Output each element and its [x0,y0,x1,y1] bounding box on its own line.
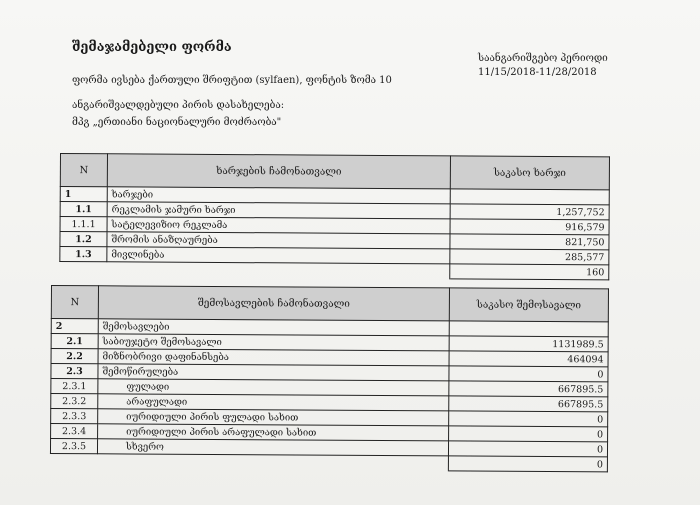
row-name: სატელევიზიო რეკლამა [107,217,450,234]
row-code: 2.3.3 [51,409,98,424]
row-name [97,454,448,471]
row-code: 1.1 [60,202,107,217]
period-label: საანგარიშგებო პერიოდი [478,53,608,64]
row-name: საბიუჯეტო შემოსავალი [98,334,449,351]
row-amount: 464094 [449,351,608,367]
row-name: შემოსავლები [98,319,449,336]
table-row [60,262,609,280]
row-amount: 160 [450,264,609,280]
row-name: მიზნობრივი დაფინანსება [98,349,449,366]
row-code: 1 [60,187,107,202]
row-amount: 0 [449,411,608,427]
row-name: რეკლამის ჯამური ხარჯი [107,202,450,219]
row-name: შრომის ანაზღაურება [107,232,450,249]
row-code: 2.3.4 [51,424,98,439]
expenses-table [59,153,610,280]
row-code: 1.1.1 [60,217,107,232]
table-row [50,453,607,471]
org-name: მპგ „ერთიანი ნაციონალური მოძრაობა" [72,117,282,128]
row-code [60,262,107,277]
row-code: 2.3.1 [51,379,98,394]
income-table [50,285,609,472]
row-code: 2 [51,319,98,334]
row-amount: 1131989.5 [449,336,608,352]
row-amount: 667895.5 [449,396,608,412]
row-code: 2.3.2 [51,394,98,409]
col-name-header: ხარჯების ჩამონათვალი [107,154,450,189]
row-code [50,453,97,468]
col-n-header: N [60,154,107,187]
row-amount: 0 [449,426,608,442]
col-amount-header: საკასო ხარჯი [450,156,609,190]
row-amount [449,321,608,337]
col-name-header: შემოსავლების ჩამონათვალი [98,286,449,321]
row-amount: 0 [448,456,607,472]
form-title: შემაჯამებელი ფორმა [72,40,232,55]
period-value: 11/15/2018-11/28/2018 [478,67,597,78]
row-code: 2.3.5 [50,439,97,454]
row-code: 1.2 [60,232,107,247]
row-name: ხარჯები [107,187,450,204]
form-subtitle: ფორმა ივსება ქართული შრიფტით (sylfaen), ფონტის ზომა 10 [72,75,392,86]
row-name [107,262,450,279]
row-code: 2.1 [51,334,98,349]
org-label: ანგარიშვალდებული პირის დასახელება: [72,100,285,111]
row-code: 1.3 [60,247,107,262]
row-amount: 821,750 [450,234,609,250]
row-name: იურიდიული პირის არაფულადი სახით [98,424,449,441]
reporting-period [478,52,608,80]
row-name: სხვერო [97,439,448,456]
table-header-row [60,154,609,190]
row-name: მივლინება [107,247,450,264]
row-name: არაფულადი [98,394,449,411]
col-n-header: N [51,286,98,319]
row-name: ფულადი [98,379,449,396]
table-header-row [51,286,608,322]
row-amount [450,189,609,205]
row-code: 2.2 [51,349,98,364]
row-amount: 1,257,752 [450,204,609,220]
col-amount-header: საკასო შემოსავალი [449,288,608,322]
row-code: 2.3 [51,364,98,379]
row-amount: 0 [449,366,608,382]
row-amount: 916,579 [450,219,609,235]
row-amount: 0 [448,441,607,457]
row-name: იურიდიული პირის ფულადი სახით [98,409,449,426]
row-amount: 667895.5 [449,381,608,397]
row-amount: 285,577 [450,249,609,265]
row-name: შემოწირულება [98,364,449,381]
